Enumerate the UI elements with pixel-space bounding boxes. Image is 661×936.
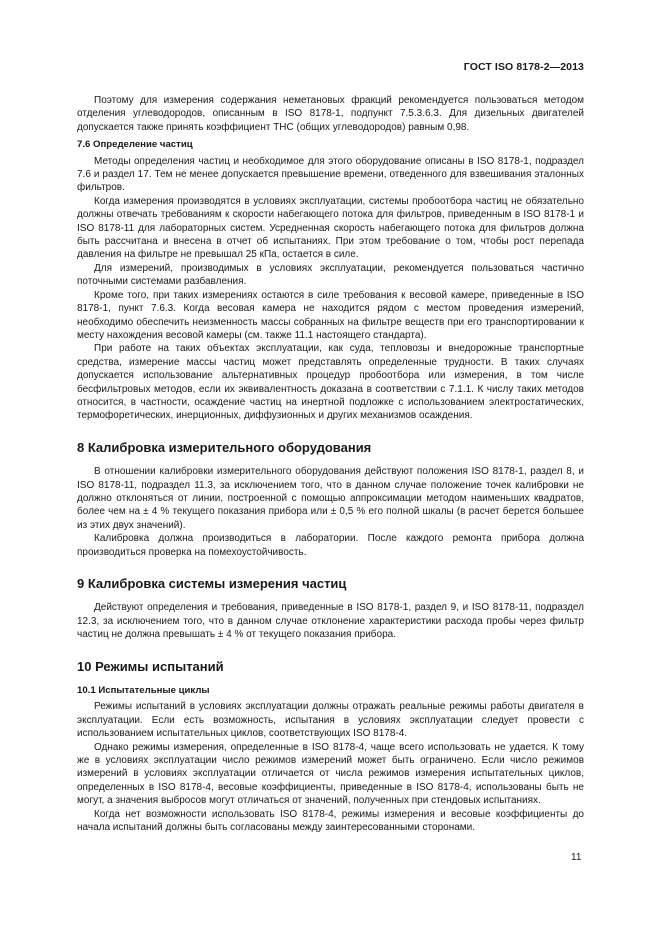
paragraph: В отношении калибровки измерительного оборудования действуют положения ISO 8178-1, раздел 8, и ISO 8178-11, подраздел 11.3, за исключением того, что в данном случае положение точек калибровки не должно отклоняться от линии, построенной с помощью аппроксимации методом наименьших квадратов, более чем на ± 4 % текущего показания прибора или ± 0,5 % его полной шкалы (в расчет берется большее из этих двух значений).: [77, 466, 584, 531]
document-header: ГОСТ ISO 8178-2—2013: [463, 61, 584, 73]
paragraph: Действуют определения и требования, приведенные в ISO 8178-1, раздел 9, и ISO 8178-11, подраздел 12.3, за исключением того, что в данном случае отклонение характеристики расхода пробы через фильтр частиц не должна превышать ± 4 % от текущего показания прибора.: [77, 602, 584, 641]
subsection-7-6-title: 7.6 Определение частиц: [77, 139, 193, 151]
section-9-title: 9 Калибровка системы измерения частиц: [77, 576, 347, 591]
section-8-title: 8 Калибровка измерительного оборудования: [77, 439, 372, 455]
paragraph: Кроме того, при таких измерениях остаются в силе требования к весовой камере, приведенные в ISO 8178-1, пункт 7.6.3. Когда весовая камера не находится рядом с местом проведения измерений, необходимо обеспечить неизменность массы собранных на фильтре веществ при его транспортировании к месту нахождения весовой камеры (см. также 11.1 настоящего стандарта).: [77, 289, 584, 341]
paragraph: Однако режимы измерения, определенные в ISO 8178-4, чаще всего использовать не удается. К тому же в условиях эксплуатации число режимов измерений может быть ограничено. Если число режимов измерений в условиях эксплуатации отличается от числа режимов измерения испытательных циклов, определенных в ISO 8178-4, весовые коэффициенты, приведенные в ISO 8178-4, использованы быть не могут, а значения выбросов могут отличаться от значений, полученных при стендовых испытаниях.: [77, 741, 584, 807]
paragraph: Калибровка должна производиться в лаборатории. После каждого ремонта прибора должна производиться проверка на помехоустойчивость.: [77, 533, 584, 558]
intro-paragraph: Поэтому для измерения содержания неметановых фракций рекомендуется пользоваться методом отделения углеводородов, описанным в ISO 8178-1, подпункт 7.5.3.6.3. Для дизельных двигателей допускается также принять коэффициент THC (общих углеводородов) равным 0,98.: [77, 95, 584, 133]
paragraph: Методы определения частиц и необходимое для этого оборудование описаны в ISO 8178-1, подраздел 7.6 и раздел 17. Тем не менее допускается превышение времени, отведенного для взвешивания эталонных фильтров.: [77, 155, 584, 194]
paragraph: Когда измерения производятся в условиях эксплуатации, системы пробоотбора частиц не обязательно должны отвечать требованиям к скорости набегающего потока для фильтров, приведенным в ISO 8178-1 и ISO 8178-11 для лабораторных систем. Усредненная скорость набегающего потока для фильтров должна быть рассчитана и внесена в отчет об испытаниях. При этом требование о том, чтобы рост перепада давления на фильтре не превышал 25 кПа, остается в силе.: [77, 195, 584, 261]
document-body: [77, 94, 584, 835]
paragraph: При работе на таких объектах эксплуатации, как суда, тепловозы и внедорожные транспортные средства, измерение массы частиц может представлять определенные трудности. В таких случаях допускается использование альтернативных процедур пробоотбора или измерения, в том числе бесфильтровых методов, если их эквивалентность доказана в соответствии с 7.1.1. К числу таких методов относится, в частности, осаждение частиц на инертной подложке с использованием электростатических, термофоретических, инерционных, диффузионных и других механизмов осаждения.: [77, 343, 584, 422]
page-number: 11: [571, 852, 582, 863]
paragraph: Для измерений, производимых в условиях эксплуатации, рекомендуется пользоваться частично поточными системами разбавления.: [77, 262, 584, 288]
paragraph: Когда нет возможности использовать ISO 8178-4, режимы измерения и весовые коэффициенты до начала испытаний должны быть согласованы между заинтересованными сторонами.: [77, 808, 584, 834]
subsection-10-1-title: 10.1 Испытательные циклы: [77, 685, 210, 697]
paragraph: Режимы испытаний в условиях эксплуатации должны отражать реальные режимы работы двигателя в эксплуатации. Если есть возможность, испытания в условиях эксплуатации следует провести с использованием испытательных циклов, соответствующих ISO 8178-4.: [77, 701, 584, 740]
section-10-title: 10 Режимы испытаний: [77, 658, 224, 674]
